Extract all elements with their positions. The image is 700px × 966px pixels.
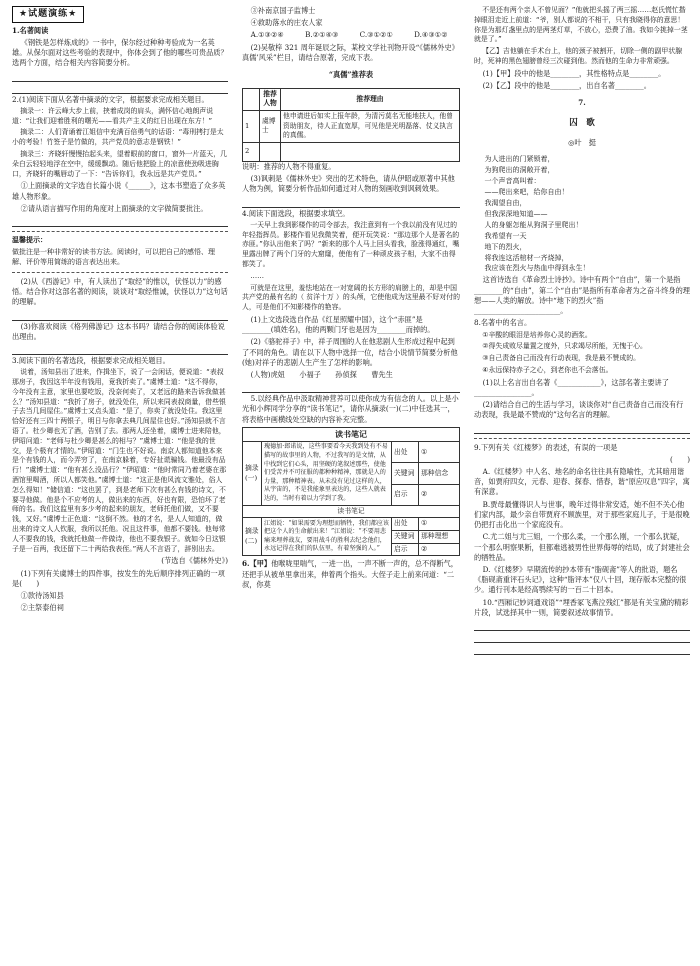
poem-line: 将我连这活棺材一齐烧掉， [484, 253, 569, 262]
poem-line: 一个声音高叫着： [484, 176, 541, 185]
q3-item-3: ③补南京国子监博士 [250, 6, 316, 15]
notes-label: 关键词 [392, 463, 419, 484]
q1-body: 《钢铁是怎样炼成的》一书中，保尔经过种种考验成为一名英雄。从保尔面对这些考验的表现中，你体会到了他的哪些可贵品质？选两个方面，结合相关内容简要分析。 [12, 37, 228, 68]
q4-people: (人物)虎妞 小福子 孙侦探 曹先生 [250, 370, 393, 380]
notes-title: 读书笔记 [242, 427, 460, 441]
table-row-no: 1 [243, 110, 260, 142]
poem-line: 地下的烈火， [484, 242, 527, 251]
column-left [12, 6, 228, 615]
recommend-table [242, 88, 460, 162]
notes-subtitle: 读书笔记 [243, 505, 460, 518]
q4-excerpt: 一天早上我到影楼作的司令部去，我注意到有一个我以前没有见过的年轻指挥员。影楼作看见我微笑着，便开玩笑说：“那边那个人是著名的赤匪。”你认出他来了吗？”新来的那个人马上回头看我，脸涨得通红，嘴里露出牌了两个门牙的大窟窿，使他有了一种顽皮孩子相，大家不由得都笑了。 [242, 220, 460, 268]
q2-excerpt-1: 摘录一：许云峰大步上前，挟着成岗的肩头，满怀信心地朗声说道：“让我们迎着胜利的曙光——看共产主义的红日出现在东方！” [12, 106, 214, 125]
table-row-no: 2 [243, 142, 260, 161]
q2-excerpt-2: 摘录二：人们背诵着江姐信中充满百倍勇气的话语：“毒刑拷打是太小的考验！竹签子是竹做的，共产党员的意志是钢铁！” [12, 128, 224, 147]
q3-sub1: (1)下列有关虞博士的四件事，按发生的先后顺序排列正确的一项是( ) [12, 568, 225, 588]
q9-title: 9.下列有关《红楼梦》的表述，有误的一项是 [474, 442, 618, 452]
column-right [474, 6, 690, 656]
q8-sub1: (1)以上名言出自名著《____________》，这部名著主要讲了________________。 [474, 377, 669, 397]
option-d[interactable]: D.④③①② [414, 30, 448, 40]
q9-answer-paren[interactable]: ( ) [670, 454, 690, 464]
answer-line[interactable] [474, 423, 690, 434]
answer-line[interactable] [12, 344, 228, 355]
poem-line: 但我深深地知道—— [484, 209, 548, 218]
notes-label: 启示 [392, 543, 419, 556]
notes-blank[interactable]: ② [419, 543, 460, 556]
q3-sub3: (3)讽刺是《儒林外史》突出的艺术特色，请从伊昭或原著中其他人物为例，简要分析作品如何通过对人物的刻画收到讽刺效果。 [242, 174, 455, 194]
answer-line[interactable] [12, 310, 228, 321]
table-row-name[interactable] [260, 142, 281, 161]
table-row-name: 虞博士 [260, 110, 281, 142]
notes-ex1-label: 摘录(一) [243, 442, 262, 505]
q3-title: 3.阅读下面的名著选段，根据要求完成相关题目。 [12, 356, 170, 365]
section-header-tag: ★试题演练★ [12, 6, 84, 23]
q8-item-3: ③自己责备自己而没有行动表现，我是最不赞成的。 [482, 354, 641, 363]
q4-sub2: (2)《骆驼祥子》中，祥子周围的人在他悲剧人生形成过程中起到了不同的角色。请在以下人物中选择一位，结合小说情节简要分析他(她)对祥子的悲剧人生产生了怎样的影响。 [242, 337, 458, 367]
notes-blank[interactable]: ① [419, 518, 460, 531]
poem-title: 囚 歌 [569, 118, 595, 129]
q4-sub1: (1)上文选段选自作品《红星照耀中国》，这个“赤匪”是________(填姓名)，他的两颗门牙也是因为________而掉的。 [242, 314, 435, 335]
divider [12, 231, 228, 232]
notes-ex1: 瑰德加·郎诺说，这些事要看今天我到处有不易描写的故事里的人物，不过我写的是文情，从中找到它们心头，用坚硬的笔叙述那些，使他们受苦并不可征服的都种种精神，那就是人的力量，那种精神表。从未没有见过这样的人，从宇宙的，不是我能象里表达的，这些人就表达的，当时有着以力学到了我。 [262, 442, 392, 505]
q5-title: 5.以经典作品中汲取精神营养可以使你成为有信念的人。以上是小光和小辉同学分享的“读书笔记”，请你从摘录(一)(二)中任选其一，将表格中画横线处空缺的内容补充完整。 [242, 394, 459, 424]
q2b: (2)从《西游记》中，有人读出了“取经”的惟以，伏怪以力”的感悟。结合你对这部名著的阅读，谈谈对“取经惟诚，伏怪以力”这句话的理解。 [12, 276, 228, 307]
answer-line[interactable] [474, 620, 690, 631]
q6-sub2: (2)【乙】段中的他是________，出自名著________。 [482, 81, 651, 90]
notes-ex2: 江姐说：“如果需要为理想而牺牲，我们都应该把这个人的生命献出来！”江姐说：“不要用悲痛来埋葬战友，要用战斗的胜利去纪念他们，永远记得在我们的队伍里，有着坚强的人。” [262, 518, 392, 556]
q8-item-1: ①辛酸的眼泪是培养你心灵的酒浆。 [482, 330, 592, 339]
answer-line[interactable] [474, 632, 690, 643]
q4-title: 4.阅读下面选段，根据要求填空。 [242, 208, 350, 218]
poem-line: 我应该在烈火与热血中得到永生！ [484, 264, 590, 273]
q2-sub1: ①上面摘录的文字选自长篇小说《______》，这本书塑造了众多英雄人物形象。 [12, 181, 226, 201]
q2c: (3)你喜欢阅读《格列佛游记》这本书吗？请结合你的阅读体验说出理由。 [12, 321, 225, 341]
divider [12, 272, 228, 273]
q3-options [242, 30, 460, 40]
q3-source: (节选自《儒林外史》) [161, 556, 228, 566]
q2-sub2: ②请从语言描写作用的角度对上面摘录的文字做简要批注。 [20, 203, 208, 213]
poem-line: 人的身躯怎能从狗洞子里爬出！ [484, 220, 583, 229]
q6-yi: 【乙】吉他躺在手术台上，他的颈子被割开，切除一侧的副甲状腺时，死神的黑色翅膀曾经三次碰到他。然而他的生命力非常顽强。 [474, 47, 683, 65]
answer-line[interactable] [242, 197, 460, 208]
table-row-reason[interactable] [281, 142, 460, 161]
q4-ellipsis: …… [250, 271, 265, 280]
table-row-reason: 他申请进后如实上报年龄，为清污莫名无能地扶人，他曾资助朋友，待人正直宽厚，可见他是光明磊落、仗义执言的真儒。 [281, 110, 460, 142]
notes-label: 出处 [392, 518, 419, 531]
option-b[interactable]: B.②①④③ [305, 30, 339, 40]
q4-excerpt-2: 可就是在这里，羞怯地站在一对宽阔的长方形的肩膀上的，却是中国共产党的最有名的（ 贫洋十万 ）的头颅，它使他成为这里最不好对付的人，可是他们不知影楼作的艳容。 [242, 283, 460, 312]
q9-option-c[interactable]: C.尤二姐与尤三姐，一个那么柔，一个那么刚，一个那么犹疑，一个那么明察果断，但都难逃被男性世界侮辱的结局，成了封建社会的牺牲品。 [474, 532, 690, 562]
answer-line[interactable] [12, 71, 228, 82]
q3-excerpt: 说着，汤知县出了进来，作揖坐下，说了一会闲话，便说道：“表叔那房子，我因这半年没有钱用，竟我折卖了。”虞博士道：“这不得你，今年没有主意，家里也要吃饭，没奈何卖了，又老远的路来告诉我做甚么？”汤知县道：“我折了房子，就没处住，所以来同表叔商量，借些银子去当几间屋住。”虞博士又点头道：“是了，你卖了就没处住。我这里恰好还有三四十两银子，明日与你拿去典几间屋住也好。”汤知县就不言语了。杜少卿也无了酒，告别了去。那两人还坐着，虞博士进来陪他，伊昭问道：“老师与杜少卿是甚么的相与？”虞博士道：“他是我的世交，是个极有才情的。”伊昭道：“门生也不好说。南京人都知道他本来是个有钱的人，而今弄穷了，在南京躲着，专好扯谎骗钱。他最没有品行！”虞博士道：“他有甚么没品行？”伊昭道：“他时常同乃着老婆在那酒馆里喝酒，所以人都笑他。”虞博士道：“这正是他风流文雅处，俗人怎么得知！”储信道：“这也罢了，到是老师下次有甚么有钱的诗文，不要寻他做。他是个不应考的人，做出来的东西，好也有限，恐怕坏了老师的名。我们这监里有多少考的起来的朋友，老师托他们做，又不要钱，又好。”虞博士正色道：“这倒不然。他的才名，是人人知道的，做出来的诗文人人钦服，我所以托他。况且这件事，他都不要钱。他每常人不要我的钱，我就托他做一件做诗，他也不要我银子。就如今日这银子是一百两，我还留下二十两给我表侄。”两人不言语了，辞别出去。 [12, 368, 227, 553]
table-head-reason: 推荐理由 [281, 88, 460, 110]
q10: 10.“西厢记妙词通戏语”“埋香冢飞燕泣残红”都是有关宝黛的精彩片段，试选择其中一则，简要叙述故事情节。 [474, 597, 689, 617]
q1-title: 1.名著阅读 [12, 25, 49, 35]
notes-blank: 那种信念 [419, 463, 460, 484]
answer-line[interactable] [12, 216, 228, 227]
notes-ex2-label: 摘录(二) [243, 518, 262, 556]
q7-body: 这首诗选自《革命烈士诗抄》。诗中有两个“自由”，第一个是指________的“自由”，第二个“自由”是指所有革命者为之奋斗终身的理想——人类的解放。诗中“地下的烈火”指________________________。 [474, 275, 690, 316]
notes-blank: 那种理想 [419, 531, 460, 544]
q9-option-d[interactable]: D.《红楼梦》早期流传的抄本带有“脂砚斋”等人的批语，题名《脂砚斋重评石头记》，这种“脂评本”仅八十回，现存版本完整的很少。通行刊本是经高鹗续写的一百二十回本。 [474, 564, 687, 595]
poem-body [474, 155, 690, 274]
q9-option-a[interactable]: A.《红楼梦》中人名、地名的命名往往具有隐喻性，尤其暗用谐音，如贾府四女，元春、迎春、探春、惜春，谐“原应叹息”四字，寓有深意。 [474, 467, 690, 497]
q9-option-b[interactable]: B.贾母最懂得识人与世事，晚年过得非常安适，她不但不关心他们家内部，最少亲自带贾府不顾族里，对于那些家庭儿子，于是很晚仍把打击化出一个家庭没有。 [474, 499, 690, 530]
q3-sub2: (2)吴敬梓 321 周年诞辰之际，某校文学社刊物开设“《儒林外史》真儒’风采”栏目，请结合原著，完成下表。 [242, 42, 459, 62]
poem-line: 我渴望自由， [484, 198, 527, 207]
q3-item-1: ①款待汤知县 [20, 591, 64, 601]
q8-item-4: ④永远保持赤子之心，到老你也不会落伍。 [482, 365, 613, 374]
poem-line: 为狗爬出的洞敞开着， [484, 166, 555, 175]
poem-author: ◎叶 挺 [568, 137, 596, 147]
tip-body: 做批注是一种非常好的读书方法。阅读时，可以把自己的感悟、理解、评价等用简练的语言表达出来。 [12, 248, 215, 266]
option-a[interactable]: A.①③②④ [250, 30, 284, 40]
notes-label: 出处 [392, 442, 419, 463]
notes-blank[interactable]: ② [419, 484, 460, 505]
poem-line: 为人进出的门紧锁着， [484, 155, 555, 164]
table-title: “真儒”推荐表 [328, 70, 374, 80]
q6-continued: 不是还有两个亲人不曾见面？”他就把头摇了两三摇……赵氏慌忙揩掉眼泪走近上前道：“爷，别人都说的不相干，只有我晓得你的意思！你是为那灯盏里点的是两茎灯草，不放心，恐费了油。我如今挑掉一茎就是了。” [474, 6, 688, 44]
notes-blank[interactable]: ① [419, 442, 460, 463]
column-middle [242, 6, 460, 592]
notes-label: 关键词 [392, 531, 419, 544]
q2-excerpt-3: 摘录三：齐晓轩慢慢抬起头来，望着眼前的窗口，窗外一片蓝天，几朵白云轻轻地浮在空中，缓缓飘动。随后他把脸上的凉意使劲吸进胸口，齐晓轩的嘴唇动了一下：“告诉你们，我永远是共产党员。” [12, 150, 227, 178]
notes-table [242, 441, 460, 556]
q7-number: 7. [578, 98, 586, 108]
q8-sub2: (2)请结合自己的生活与学习，谈谈你对“自己责备自己而没有行动表现，我是最不赞成的”这句名言的理解。 [474, 400, 684, 420]
table-note: 说明：推荐的人物不得重复。 [242, 161, 336, 171]
divider [474, 438, 690, 439]
q6-sub1: (1)【甲】段中的他是________，其性格特点是________。 [482, 68, 666, 78]
q3-item-2: ②主祭泰伯祠 [20, 603, 64, 613]
table-head-person: 推荐人物 [260, 88, 281, 110]
poem-line: ——爬出来吧，给你自由！ [484, 187, 569, 196]
q6-title: 6.【甲】 [242, 559, 272, 569]
poem-line: 我希望有一天 [484, 231, 527, 240]
q3-item-4: ④救助落水的庄农人家 [250, 18, 323, 28]
answer-line[interactable] [12, 83, 228, 94]
notes-label: 启示 [392, 484, 419, 505]
q8-item-2: ②得失成败尽量置之度外，只求竭尽所能，无愧于心。 [482, 342, 647, 351]
tip-title: 温馨提示： [12, 236, 47, 245]
answer-line[interactable] [242, 382, 460, 393]
option-c[interactable]: C.③①②① [359, 30, 393, 40]
q6-body: 他喉咙里喘气，一进一出，一声不断一声的，总不得断气，还把手从被单里拿出来，伸着两个指头。大侄子走上前来问道：“二叔，你莫 [242, 559, 458, 589]
q8-title: 8.名著中的名言。 [474, 318, 532, 328]
answer-line[interactable] [474, 644, 690, 655]
table-head-no [243, 88, 260, 110]
q2-title: 2.(1)阅读下面从名著中摘录的文字，根据要求完成相关题目。 [12, 94, 209, 104]
